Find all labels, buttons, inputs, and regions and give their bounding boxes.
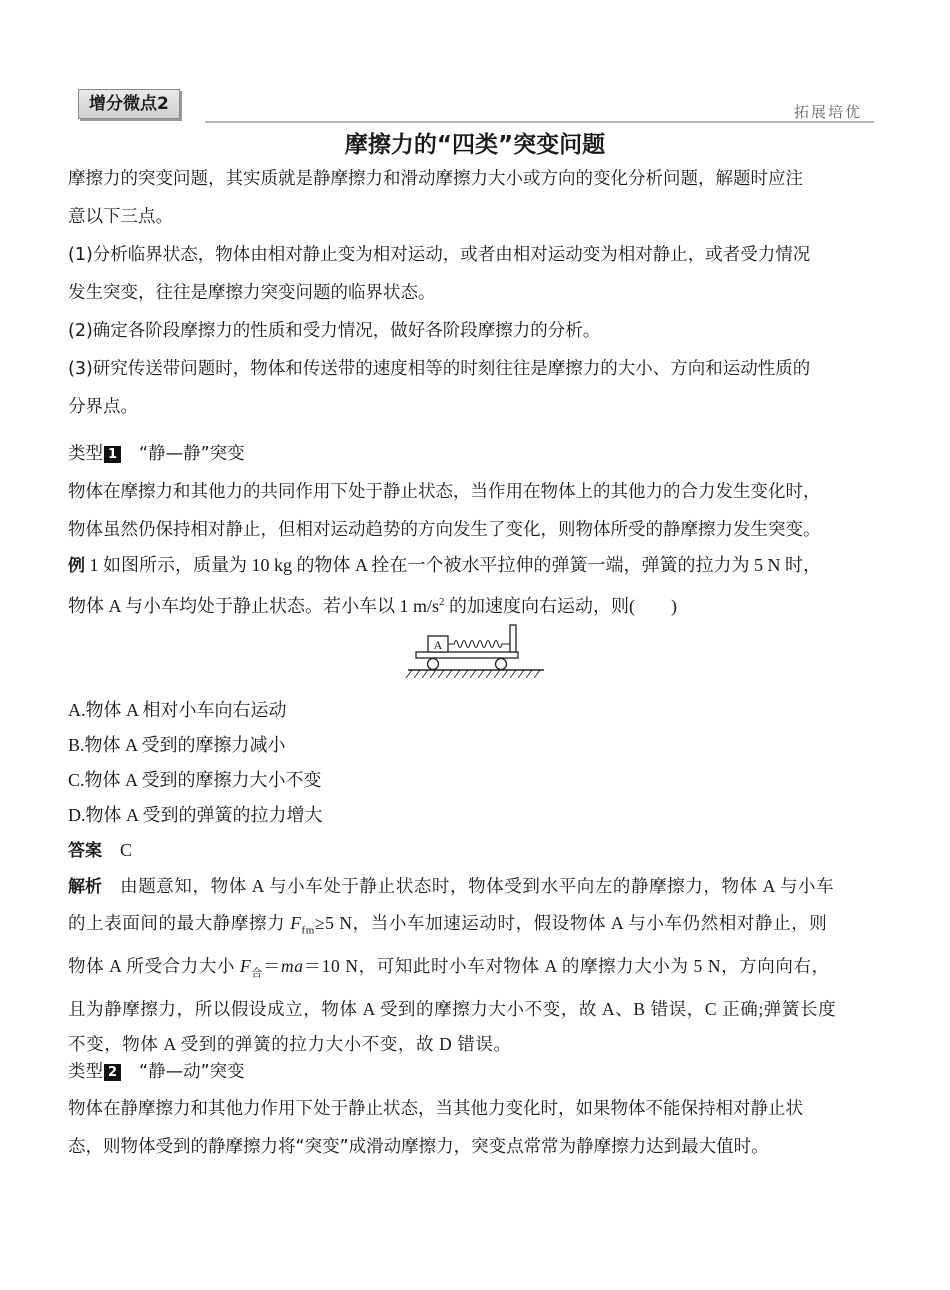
point-3-cont: 分界点。 xyxy=(68,397,138,417)
analysis-line xyxy=(68,869,888,906)
analysis-text: ≥5 N，当小车加速运动时，假设物体 A 与小车仍然相对静止，则 xyxy=(314,912,828,933)
block-label: A xyxy=(433,638,443,652)
type-2-heading xyxy=(68,1057,883,1087)
type-2-description xyxy=(68,1090,883,1166)
point-1-cont: 发生突变，往往是摩擦力突变问题的临界状态。 xyxy=(68,283,436,303)
example-line xyxy=(68,547,883,584)
example-text: 物体 A 与小车均处于静止状态。若小车以 1 m/s xyxy=(68,596,440,616)
type-label: “静—动”突变 xyxy=(139,1062,245,1082)
analysis-line xyxy=(68,949,888,992)
type-1-heading xyxy=(68,439,883,469)
type-prefix: 类型 xyxy=(68,1062,103,1082)
header-rule xyxy=(205,121,874,123)
type-label: “静—静”突变 xyxy=(139,444,245,464)
analysis-text: 的上表面间的最大静摩擦力 xyxy=(68,912,291,933)
answer-label: 答案 xyxy=(68,841,102,861)
type-number-badge: 2 xyxy=(104,1064,121,1081)
point-3: (3)研究传送带问题时，物体和传送带的速度相等的时刻往往是摩擦力的大小、方向和运动性质的 xyxy=(68,359,811,379)
analysis-line xyxy=(68,906,888,949)
cart-spring-figure xyxy=(404,622,546,684)
option-a: A.物体 A 相对小车向右运动 xyxy=(68,700,287,720)
point-2: (2)确定各阶段摩擦力的性质和受力情况，做好各阶段摩擦力的分析。 xyxy=(68,321,601,341)
intro-line: 意以下三点。 xyxy=(68,207,173,227)
analysis-text: ＝10 N，可知此时小车对物体 A 的摩擦力大小为 5 N，方向向右， xyxy=(303,955,830,976)
analysis-line: 且为静摩擦力，所以假设成立，物体 A 受到的摩擦力大小不变，故 A、B 错误，C 正确;弹簧长度 xyxy=(68,998,837,1019)
example-text: 的加速度向右运动，则( ) xyxy=(444,596,678,616)
section-tag: 增分微点2 xyxy=(78,89,180,119)
answer-value: C xyxy=(120,840,133,860)
intro-section xyxy=(68,160,883,426)
header-right-label: 拓展培优 xyxy=(793,103,862,121)
analysis-label: 解析 xyxy=(68,877,102,897)
formula-symbol: F xyxy=(290,912,302,933)
example-label: 例 xyxy=(68,556,85,576)
type-2-desc-line: 态，则物体受到的静摩擦力将“突变”成滑动摩擦力，突变点常常为静摩擦力达到最大值时。 xyxy=(68,1137,769,1157)
intro-line: 摩擦力的突变问题，其实质就是静摩擦力和滑动摩擦力大小或方向的变化分析问题，解题时应注 xyxy=(68,169,803,189)
analysis-line: 不变，物体 A 受到的弹簧的拉力大小不变，故 D 错误。 xyxy=(68,1034,512,1054)
option-b: B.物体 A 受到的摩擦力减小 xyxy=(68,735,286,755)
type-1-desc-line: 物体在摩擦力和其他力的共同作用下处于静止状态，当作用在物体上的其他力的合力发生变化时， xyxy=(68,482,821,502)
superscript: 2 xyxy=(439,596,445,608)
formula-symbol: F xyxy=(240,955,252,976)
options-list xyxy=(68,693,883,869)
type-2-desc-line: 物体在静摩擦力和其他力作用下处于静止状态，当其他力变化时，如果物体不能保持相对静止状 xyxy=(68,1099,803,1119)
subscript: 合 xyxy=(251,967,263,979)
type-prefix: 类型 xyxy=(68,444,103,464)
type-1-desc-line: 物体虽然仍保持相对静止，但相对运动趋势的方向发生了变化，则物体所受的静摩擦力发生突变。 xyxy=(68,520,821,540)
analysis-text: ＝ xyxy=(262,955,282,976)
analysis-text: 物体 A 所受合力大小 xyxy=(68,955,240,976)
option-c: C.物体 A 受到的摩擦力大小不变 xyxy=(68,770,322,790)
example-line xyxy=(68,584,883,624)
subscript: fm xyxy=(301,924,315,936)
formula-symbol: ma xyxy=(281,955,304,976)
page-title: 摩擦力的“四类”突变问题 xyxy=(344,132,606,158)
analysis-text: 由题意知，物体 A 与小车处于静止状态时，物体受到水平向左的静摩擦力，物体 A 与小车 xyxy=(102,876,835,896)
type-1-description xyxy=(68,473,883,549)
analysis-section xyxy=(68,869,888,1063)
example-1 xyxy=(68,547,883,624)
type-number-badge: 1 xyxy=(104,446,121,463)
point-1: (1)分析临界状态，物体由相对静止变为相对运动，或者由相对运动变为相对静止，或者受力情况 xyxy=(68,245,811,265)
option-d: D.物体 A 受到的弹簧的拉力增大 xyxy=(68,805,323,825)
example-text: 1 如图所示，质量为 10 kg 的物体 A 拴在一个被水平拉伸的弹簧一端，弹簧的拉力为 5 N 时， xyxy=(85,555,822,575)
answer-line xyxy=(68,833,883,869)
